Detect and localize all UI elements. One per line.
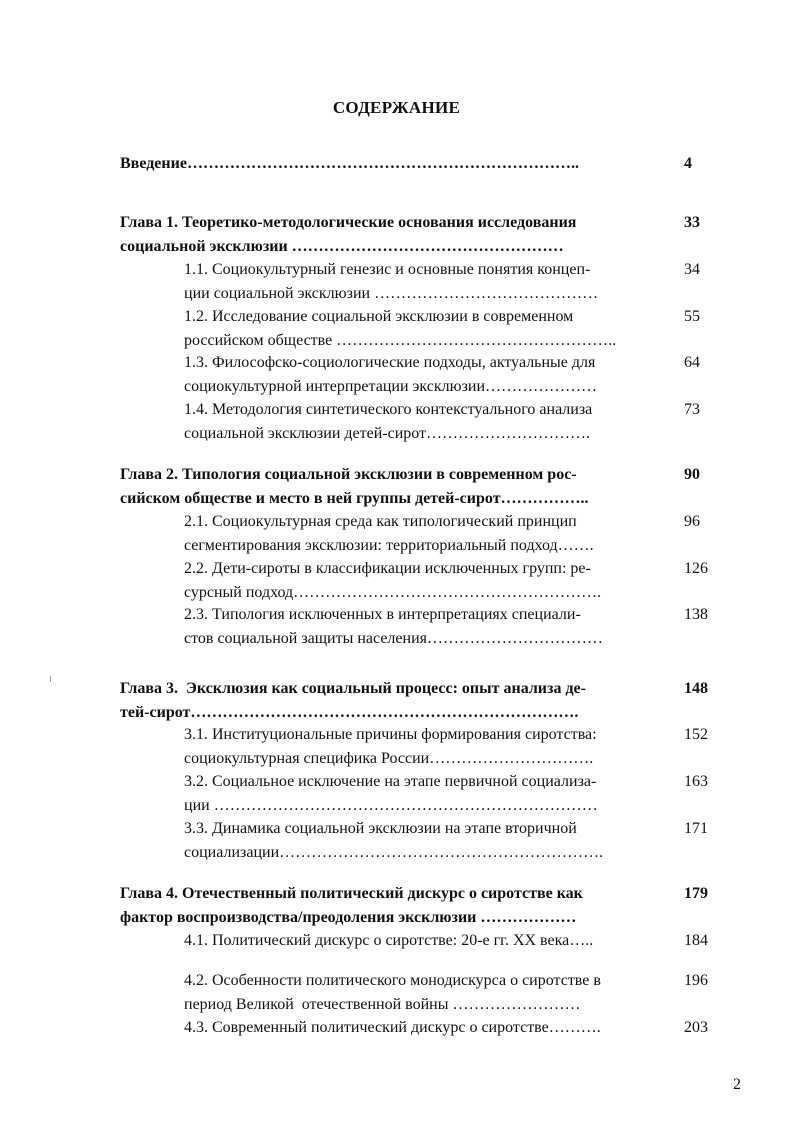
entry-title-line2: стов социальной защиты населения…………………………… [184,630,603,647]
entry-title-line1: 2.1. Социокультурная среда как типологический принцип [184,513,577,530]
entry-page: 203 [684,1019,708,1036]
entry-page: 73 [684,401,700,418]
entry-title: Введение……………………………………………………………….. [120,155,579,172]
entry-page: 138 [684,606,708,623]
entry-title-line1: 3.2. Социальное исключение на этапе первичной социализа- [184,773,597,790]
entry-title-line2: сийском обществе и место в ней группы детей-сирот…………….. [120,490,589,507]
entry-page: 148 [684,680,708,697]
entry-title-line2: ции социальной эксклюзии …………………………………… [184,285,599,302]
entry-title-line2: социализации……………………………………………………. [184,844,604,861]
entry-title-line1: 3.3. Динамика социальной эксклюзии на этапе вторичной [184,820,577,837]
entry-page: 179 [684,885,708,902]
entry-page: 64 [684,354,700,371]
entry-page: 152 [684,726,708,743]
entry-page: 184 [684,932,708,949]
entry-title-line2: российском обществе …………………………………………….. [184,332,617,349]
entry-title-line1: 1.1. Социокультурный генезис и основные понятия концеп- [184,261,591,278]
entry-title-line1: 4.1. Политический дискурс о сиротстве: 20-е гг. ХХ века….. [184,932,594,949]
entry-title-line1: Глава 4. Отечественный политический дискурс о сиротстве как [120,885,583,902]
entry-title-line1: 4.3. Современный политический дискурс о сиротстве………. [184,1019,601,1036]
entry-title-line1: Глава 3. Эксклюзия как социальный процесс: опыт анализа де- [120,680,586,697]
entry-page: 171 [684,820,708,837]
entry-page: 96 [684,513,700,530]
entry-page: 90 [684,466,700,483]
entry-title-line2: ции ……………………………………………………………… [184,797,598,814]
entry-title-line2: сегментирования эксклюзии: территориальный подход……. [184,537,594,554]
entry-title-line2: социальной эксклюзии детей-сирот…………………………. [184,425,591,442]
entry-title-line1: 3.1. Институциональные причины формирования сиротства: [184,726,597,743]
entry-page: 196 [684,972,708,989]
entry-title-line1: 4.2. Особенности политического монодискурса о сиротстве в [184,972,601,989]
page-number: 2 [733,1076,741,1093]
toc-title: СОДЕРЖАНИЕ [332,98,461,117]
entry-title-line1: 2.2. Дети-сироты в классификации исключенных групп: ре- [184,560,591,577]
entry-page: 163 [684,773,708,790]
entry-title-line2: период Великой отечественной войны …………………… [184,996,581,1013]
entry-title-line2: социокультурной интерпретации эксклюзии………………… [184,378,598,395]
entry-title-line2: тей-сирот………………………………………………………………. [120,704,579,721]
entry-title-line2: фактор воспроизводства/преодоления эксклюзии ……………… [120,909,577,926]
entry-title-line2: социальной эксклюзии …………………………………………… [120,238,564,255]
entry-title-line1: 1.3. Философско-социологические подходы, актуальные для [184,354,596,371]
entry-title-line1: Глава 1. Теоретико-методологические основания исследования [120,214,577,231]
entry-title-line1: 2.3. Типология исключенных в интерпретациях специали- [184,606,581,623]
entry-page: 126 [684,560,708,577]
scan-mark [50,676,51,682]
entry-title-line1: Глава 2. Типология социальной эксклюзии в современном рос- [120,466,577,483]
entry-title-line1: 1.4. Методология синтетического контекстуального анализа [184,401,593,418]
entry-title-line1: 1.2. Исследование социальной эксклюзии в современном [184,308,574,325]
entry-page: 34 [684,261,700,278]
entry-title-line2: социокультурная специфика России…………………………. [184,750,594,767]
entry-title-line2: сурсный подход…………………………………………………. [184,584,602,601]
entry-page: 55 [684,308,700,325]
entry-page: 33 [684,214,700,231]
entry-page: 4 [684,155,692,172]
